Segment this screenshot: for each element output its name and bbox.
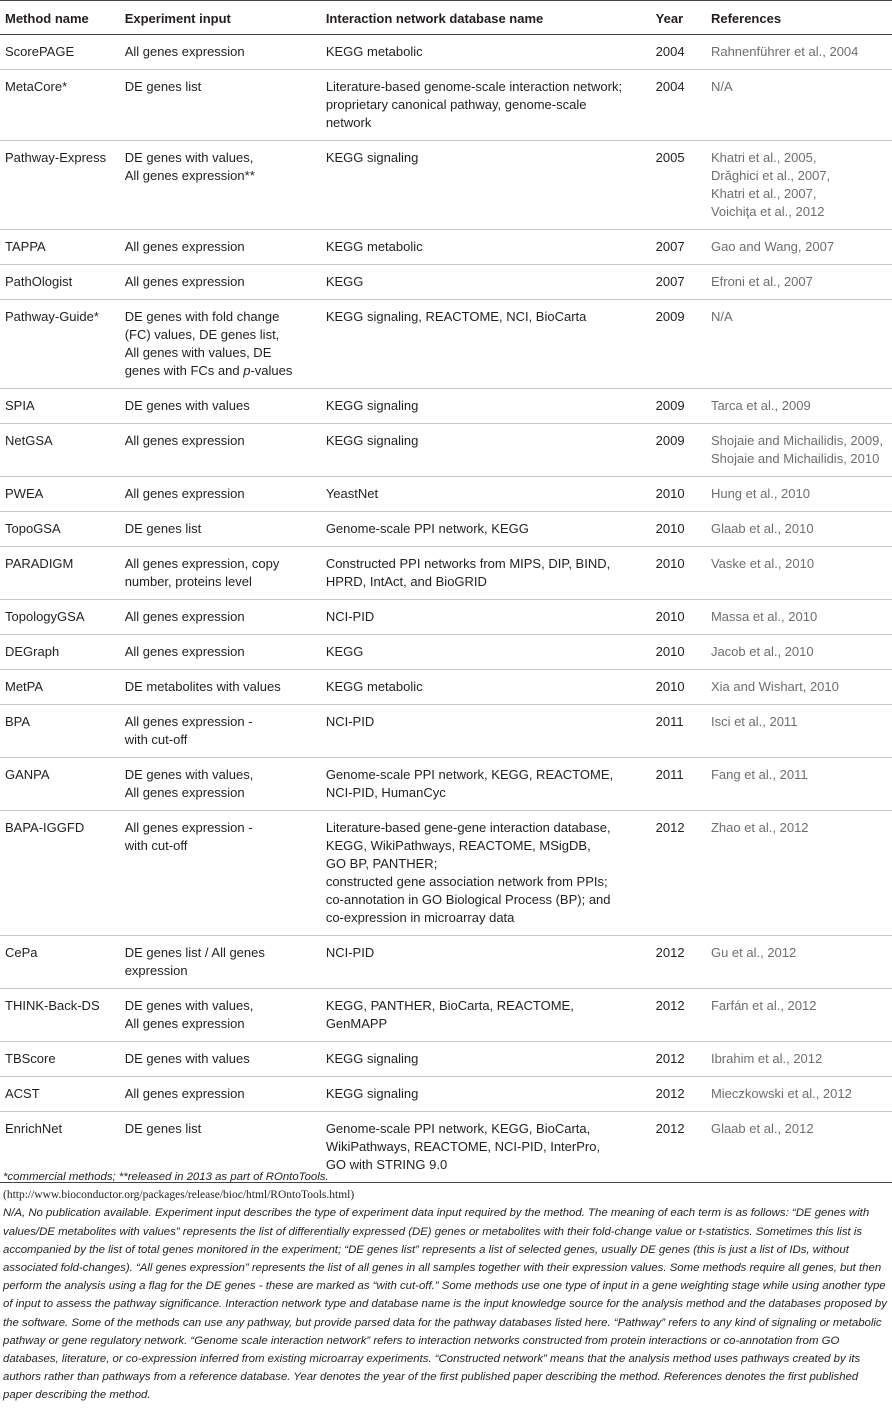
cell-references-line: Glaab et al., 2012 bbox=[710, 1121, 814, 1136]
cell-experiment-input-line: DE metabolites with values bbox=[124, 679, 281, 694]
cell-references-line: Zhao et al., 2012 bbox=[710, 820, 809, 835]
cell-database-name-line: NCI-PID bbox=[325, 609, 375, 624]
cell-database-name-line: KEGG signaling bbox=[325, 398, 419, 413]
cell-references bbox=[711, 635, 892, 670]
cell-experiment-input-line: number, proteins level bbox=[124, 574, 252, 589]
cell-references bbox=[711, 547, 892, 600]
cell-year: 2009 bbox=[656, 424, 711, 477]
cell-references bbox=[711, 477, 892, 512]
cell-database-name-line: KEGG signaling bbox=[325, 1051, 419, 1066]
cell-database-name bbox=[326, 705, 656, 758]
cell-year: 2012 bbox=[656, 1112, 711, 1183]
cell-references-line: Khatri et al., 2007, bbox=[710, 186, 817, 201]
cell-experiment-input-line: All genes expression bbox=[124, 486, 245, 501]
cell-references-line: Rahnenführer et al., 2004 bbox=[710, 44, 859, 59]
cell-experiment-input bbox=[125, 35, 326, 70]
cell-database-name-line: KEGG metabolic bbox=[325, 239, 423, 254]
cell-references-line: Jacob et al., 2010 bbox=[710, 644, 814, 659]
cell-method-name: PWEA bbox=[0, 477, 125, 512]
cell-experiment-input-line: All genes expression bbox=[124, 1016, 245, 1031]
cell-experiment-input bbox=[125, 547, 326, 600]
cell-references bbox=[711, 1077, 892, 1112]
cell-experiment-input-line: genes with FCs and p-values bbox=[124, 363, 293, 378]
cell-database-name bbox=[326, 389, 656, 424]
table-row bbox=[0, 35, 892, 70]
cell-database-name-line: constructed gene association network from PPIs; bbox=[325, 874, 608, 889]
cell-database-name-line: GenMAPP bbox=[325, 1016, 388, 1031]
cell-references bbox=[711, 600, 892, 635]
cell-year: 2012 bbox=[656, 936, 711, 989]
cell-year: 2010 bbox=[656, 600, 711, 635]
cell-year: 2012 bbox=[656, 989, 711, 1042]
cell-method-name: THINK-Back-DS bbox=[0, 989, 125, 1042]
cell-references bbox=[711, 1042, 892, 1077]
footnote-url: (http://www.bioconductor.org/packages/release/bioc/html/ROntoTools.html) bbox=[3, 1189, 355, 1202]
cell-references-line: Vaske et al., 2010 bbox=[710, 556, 815, 571]
cell-database-name-line: KEGG, PANTHER, BioCarta, REACTOME, bbox=[325, 998, 574, 1013]
table-row bbox=[0, 477, 892, 512]
cell-database-name bbox=[326, 811, 656, 936]
cell-experiment-input-line: DE genes list bbox=[124, 1121, 202, 1136]
cell-database-name-line: KEGG signaling bbox=[325, 433, 419, 448]
cell-experiment-input-line: expression bbox=[124, 963, 188, 978]
header-method-name: Method name bbox=[0, 1, 125, 35]
cell-database-name-line: proprietary canonical pathway, genome-scale bbox=[325, 97, 587, 112]
cell-method-name: SPIA bbox=[0, 389, 125, 424]
cell-references bbox=[711, 70, 892, 141]
table-row bbox=[0, 141, 892, 230]
cell-references-line: Ibrahim et al., 2012 bbox=[710, 1051, 823, 1066]
cell-year: 2004 bbox=[656, 70, 711, 141]
cell-database-name bbox=[326, 758, 656, 811]
cell-experiment-input-line: All genes expression** bbox=[124, 168, 255, 183]
table-row bbox=[0, 389, 892, 424]
header-database-name: Interaction network database name bbox=[326, 1, 656, 35]
cell-experiment-input-line: All genes expression bbox=[124, 1086, 245, 1101]
cell-database-name-line: Genome-scale PPI network, KEGG bbox=[325, 521, 529, 536]
cell-method-name: ACST bbox=[0, 1077, 125, 1112]
cell-experiment-input bbox=[125, 705, 326, 758]
table-row bbox=[0, 670, 892, 705]
cell-references-line: Hung et al., 2010 bbox=[710, 486, 810, 501]
cell-database-name bbox=[326, 477, 656, 512]
cell-database-name-line: Genome-scale PPI network, KEGG, REACTOME, bbox=[325, 767, 614, 782]
cell-database-name bbox=[326, 1042, 656, 1077]
cell-method-name: MetaCore* bbox=[0, 70, 125, 141]
cell-method-name: GANPA bbox=[0, 758, 125, 811]
table-row bbox=[0, 1042, 892, 1077]
cell-database-name-line: GO with STRING 9.0 bbox=[325, 1157, 448, 1172]
table-row bbox=[0, 265, 892, 300]
cell-experiment-input bbox=[125, 424, 326, 477]
footnote-description: N/A, No publication available. Experiment input describes the type of experiment data input required by the method. The meaning of each term is as follows: “DE genes with values/DE metabolites with values” represents the list of differentially expressed (DE) genes or metabolites with their fold-change value or t-statistics. Sometimes this list is accompanied by the list of total genes monitored in the experiment; “DE genes list” represents a list of selected genes, usually DE genes (this is just a list of IDs, without associated fold-changes). “All genes expression” represents the list of all genes in all samples together with their expression values. Some methods require all genes, but then perform the analysis using a flag for the DE genes - these are marked as “with cut-off.” Some methods use one type of input in a gene weighting stage while using another type of input to assess the pathway significance. Interaction network type and database name is the input knowledge source for the analysis method and the databases proposed by the software. Some of the methods can use any pathway, but provide parsed data for the pathway databases listed here. “Pathway” refers to any kind of signaling or metabolic pathway or gene regulatory network. “Genome scale interaction network” refers to interaction networks constructed from protein interactions or co-annotation from GO databases, literature, or co-expression inferred from existing microarray experiments. “Constructed network” means that the analysis method uses pathways created by its authors rather than pathways from a reference database. Year denotes the year of the first published paper describing the method. References denotes the first published paper describing the method. bbox=[3, 1207, 887, 1402]
cell-year: 2009 bbox=[656, 300, 711, 389]
cell-database-name bbox=[326, 141, 656, 230]
cell-method-name: PARADIGM bbox=[0, 547, 125, 600]
cell-database-name-line: Literature-based gene-gene interaction database, bbox=[325, 820, 611, 835]
cell-database-name-line: KEGG signaling bbox=[325, 1086, 419, 1101]
header-experiment-input: Experiment input bbox=[125, 1, 326, 35]
cell-experiment-input bbox=[125, 1077, 326, 1112]
cell-method-name: Pathway-Express bbox=[0, 141, 125, 230]
cell-experiment-input-line: (FC) values, DE genes list, bbox=[124, 327, 280, 342]
cell-experiment-input-line: All genes expression - bbox=[124, 714, 253, 729]
cell-references-line: Shojaie and Michailidis, 2010 bbox=[710, 451, 880, 466]
cell-year: 2012 bbox=[656, 811, 711, 936]
cell-database-name-line: KEGG signaling, REACTOME, NCI, BioCarta bbox=[325, 309, 587, 324]
cell-experiment-input-line: All genes with values, DE bbox=[124, 345, 272, 360]
cell-year: 2004 bbox=[656, 35, 711, 70]
header-year: Year bbox=[656, 1, 711, 35]
cell-year: 2010 bbox=[656, 547, 711, 600]
cell-experiment-input bbox=[125, 811, 326, 936]
cell-database-name-line: KEGG metabolic bbox=[325, 44, 423, 59]
cell-experiment-input bbox=[125, 300, 326, 389]
cell-references-line: Gu et al., 2012 bbox=[710, 945, 797, 960]
cell-experiment-input bbox=[125, 758, 326, 811]
cell-experiment-input-line: DE genes with values, bbox=[124, 998, 254, 1013]
cell-method-name: TBScore bbox=[0, 1042, 125, 1077]
cell-references bbox=[711, 989, 892, 1042]
cell-experiment-input bbox=[125, 70, 326, 141]
cell-experiment-input-line: All genes expression bbox=[124, 644, 245, 659]
cell-database-name bbox=[326, 600, 656, 635]
cell-database-name-line: GO BP, PANTHER; bbox=[325, 856, 438, 871]
cell-experiment-input bbox=[125, 670, 326, 705]
cell-experiment-input-line: All genes expression bbox=[124, 239, 245, 254]
cell-method-name: NetGSA bbox=[0, 424, 125, 477]
cell-year: 2012 bbox=[656, 1042, 711, 1077]
cell-database-name bbox=[326, 300, 656, 389]
table-row bbox=[0, 936, 892, 989]
cell-database-name-line: network bbox=[325, 115, 372, 130]
cell-references bbox=[711, 936, 892, 989]
cell-experiment-input bbox=[125, 389, 326, 424]
table-row bbox=[0, 635, 892, 670]
footnote-commercial: *commercial methods; **released in 2013 as part of ROntoTools. bbox=[3, 1171, 329, 1183]
cell-references bbox=[711, 512, 892, 547]
cell-method-name: TopoGSA bbox=[0, 512, 125, 547]
cell-references-line: N/A bbox=[710, 309, 733, 324]
cell-database-name bbox=[326, 70, 656, 141]
cell-experiment-input-line: All genes expression, copy bbox=[124, 556, 280, 571]
cell-year: 2010 bbox=[656, 635, 711, 670]
table-row bbox=[0, 300, 892, 389]
cell-method-name: DEGraph bbox=[0, 635, 125, 670]
cell-references bbox=[711, 811, 892, 936]
cell-database-name bbox=[326, 670, 656, 705]
cell-references-line: Fang et al., 2011 bbox=[710, 767, 808, 782]
cell-references bbox=[711, 230, 892, 265]
table-row bbox=[0, 811, 892, 936]
cell-method-name: EnrichNet bbox=[0, 1112, 125, 1183]
table-row bbox=[0, 424, 892, 477]
table-row bbox=[0, 70, 892, 141]
cell-experiment-input-line: All genes expression bbox=[124, 274, 245, 289]
cell-year: 2005 bbox=[656, 141, 711, 230]
header-references: References bbox=[711, 1, 892, 35]
cell-experiment-input-line: DE genes with values bbox=[124, 1051, 250, 1066]
cell-database-name bbox=[326, 35, 656, 70]
cell-database-name bbox=[326, 989, 656, 1042]
cell-references-line: Massa et al., 2010 bbox=[710, 609, 818, 624]
cell-experiment-input bbox=[125, 989, 326, 1042]
table-row bbox=[0, 600, 892, 635]
cell-experiment-input bbox=[125, 600, 326, 635]
cell-database-name-line: KEGG, WikiPathways, REACTOME, MSigDB, bbox=[325, 838, 591, 853]
cell-experiment-input-line: DE genes list bbox=[124, 521, 202, 536]
cell-year: 2011 bbox=[656, 705, 711, 758]
cell-database-name-line: KEGG signaling bbox=[325, 150, 419, 165]
cell-references bbox=[711, 389, 892, 424]
cell-year: 2007 bbox=[656, 265, 711, 300]
cell-method-name: BPA bbox=[0, 705, 125, 758]
cell-method-name: BAPA-IGGFD bbox=[0, 811, 125, 936]
cell-references-line: Voichiţa et al., 2012 bbox=[710, 204, 825, 219]
cell-year: 2010 bbox=[656, 512, 711, 547]
cell-database-name-line: KEGG metabolic bbox=[325, 679, 423, 694]
cell-database-name bbox=[326, 424, 656, 477]
cell-experiment-input bbox=[125, 1042, 326, 1077]
table-row bbox=[0, 989, 892, 1042]
cell-year: 2009 bbox=[656, 389, 711, 424]
table-row bbox=[0, 758, 892, 811]
cell-references-line: Xia and Wishart, 2010 bbox=[710, 679, 839, 694]
cell-method-name: TAPPA bbox=[0, 230, 125, 265]
cell-experiment-input bbox=[125, 265, 326, 300]
cell-database-name bbox=[326, 547, 656, 600]
cell-references-line: Mieczkowski et al., 2012 bbox=[710, 1086, 852, 1101]
cell-database-name bbox=[326, 635, 656, 670]
cell-references-line: N/A bbox=[710, 79, 733, 94]
cell-references bbox=[711, 424, 892, 477]
cell-experiment-input-line: DE genes list / All genes bbox=[124, 945, 265, 960]
cell-references-line: Khatri et al., 2005, bbox=[710, 150, 817, 165]
cell-references bbox=[711, 141, 892, 230]
cell-references-line: Efroni et al., 2007 bbox=[710, 274, 813, 289]
cell-year: 2011 bbox=[656, 758, 711, 811]
cell-database-name bbox=[326, 936, 656, 989]
cell-references-line: Farfán et al., 2012 bbox=[710, 998, 817, 1013]
table-row bbox=[0, 230, 892, 265]
table-row bbox=[0, 512, 892, 547]
cell-method-name: MetPA bbox=[0, 670, 125, 705]
cell-references bbox=[711, 705, 892, 758]
cell-year: 2010 bbox=[656, 477, 711, 512]
cell-database-name-line: co-expression in microarray data bbox=[325, 910, 515, 925]
cell-experiment-input-line: All genes expression bbox=[124, 433, 245, 448]
cell-database-name-line: NCI-PID bbox=[325, 945, 375, 960]
cell-references bbox=[711, 35, 892, 70]
cell-database-name-line: HPRD, IntAct, and BioGRID bbox=[325, 574, 487, 589]
cell-experiment-input-line: with cut-off bbox=[124, 732, 188, 747]
cell-references bbox=[711, 758, 892, 811]
cell-experiment-input-line: All genes expression bbox=[124, 44, 245, 59]
cell-database-name-line: Constructed PPI networks from MIPS, DIP, BIND, bbox=[325, 556, 611, 571]
cell-experiment-input-line: DE genes with fold change bbox=[124, 309, 280, 324]
cell-references bbox=[711, 300, 892, 389]
table-row bbox=[0, 1077, 892, 1112]
cell-references-line: Tarca et al., 2009 bbox=[710, 398, 811, 413]
table-row bbox=[0, 547, 892, 600]
cell-year: 2012 bbox=[656, 1077, 711, 1112]
cell-method-name: TopologyGSA bbox=[0, 600, 125, 635]
cell-experiment-input-line: DE genes with values bbox=[124, 398, 250, 413]
cell-experiment-input bbox=[125, 635, 326, 670]
cell-experiment-input-line: DE genes with values, bbox=[124, 150, 254, 165]
cell-database-name-line: NCI-PID, HumanCyc bbox=[325, 785, 446, 800]
table-header-row bbox=[0, 1, 892, 35]
cell-database-name-line: KEGG bbox=[325, 644, 364, 659]
cell-experiment-input bbox=[125, 936, 326, 989]
cell-method-name: ScorePAGE bbox=[0, 35, 125, 70]
cell-database-name-line: NCI-PID bbox=[325, 714, 375, 729]
cell-experiment-input-line: All genes expression - bbox=[124, 820, 253, 835]
cell-database-name-line: Genome-scale PPI network, KEGG, BioCarta, bbox=[325, 1121, 591, 1136]
cell-references bbox=[711, 670, 892, 705]
cell-database-name-line: co-annotation in GO Biological Process (BP); and bbox=[325, 892, 611, 907]
cell-references-line: Glaab et al., 2010 bbox=[710, 521, 814, 536]
cell-database-name bbox=[326, 265, 656, 300]
cell-experiment-input bbox=[125, 477, 326, 512]
cell-experiment-input bbox=[125, 141, 326, 230]
cell-experiment-input-line: DE genes with values, bbox=[124, 767, 254, 782]
cell-database-name-line: Literature-based genome-scale interaction network; bbox=[325, 79, 623, 94]
cell-database-name bbox=[326, 512, 656, 547]
cell-year: 2010 bbox=[656, 670, 711, 705]
cell-references-line: Shojaie and Michailidis, 2009, bbox=[710, 433, 883, 448]
table-row bbox=[0, 705, 892, 758]
cell-database-name-line: WikiPathways, REACTOME, NCI-PID, InterPro, bbox=[325, 1139, 601, 1154]
cell-experiment-input-line: DE genes list bbox=[124, 79, 202, 94]
table-body bbox=[0, 35, 892, 1183]
cell-database-name bbox=[326, 230, 656, 265]
cell-experiment-input bbox=[125, 512, 326, 547]
cell-experiment-input-line: All genes expression bbox=[124, 785, 245, 800]
cell-references-line: Gao and Wang, 2007 bbox=[710, 239, 835, 254]
cell-experiment-input-line: All genes expression bbox=[124, 609, 245, 624]
cell-method-name: Pathway-Guide* bbox=[0, 300, 125, 389]
cell-database-name-line: YeastNet bbox=[325, 486, 379, 501]
table-footnotes bbox=[3, 1168, 889, 1405]
cell-database-name-line: KEGG bbox=[325, 274, 364, 289]
cell-method-name: CePa bbox=[0, 936, 125, 989]
cell-references-line: Isci et al., 2011 bbox=[710, 714, 798, 729]
cell-year: 2007 bbox=[656, 230, 711, 265]
cell-database-name bbox=[326, 1077, 656, 1112]
cell-references bbox=[711, 265, 892, 300]
cell-method-name: PathOlogist bbox=[0, 265, 125, 300]
cell-references-line: Drăghici et al., 2007, bbox=[710, 168, 831, 183]
cell-experiment-input-line: with cut-off bbox=[124, 838, 188, 853]
cell-experiment-input bbox=[125, 230, 326, 265]
